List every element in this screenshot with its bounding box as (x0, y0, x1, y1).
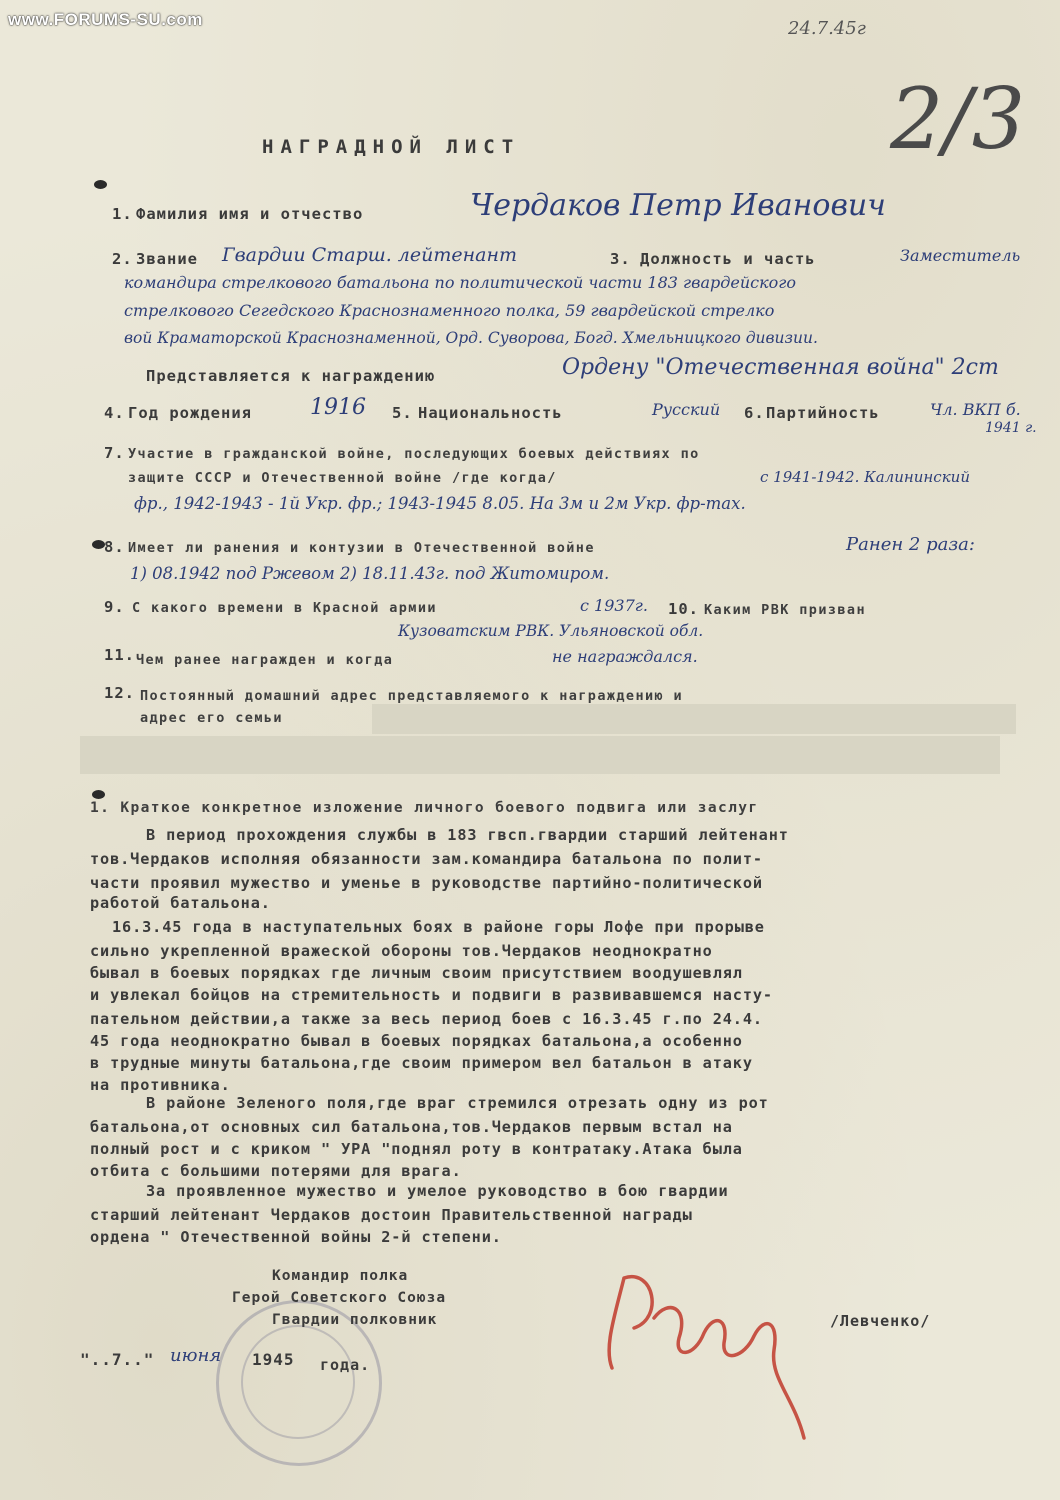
field-12-num: 12. (104, 684, 135, 702)
narrative-line: и увлекал бойцов на стремительность и подвиги в развивавшемся насту- (90, 986, 773, 1004)
corner-date: 24.7.45г (788, 18, 866, 39)
field-8-value: Ранен 2 раза: (846, 534, 975, 555)
corner-number: 2/3 (890, 70, 1026, 168)
field-8-label: Имеет ли ранения и контузии в Отечественной войне (128, 540, 595, 556)
signer-title: Командир полка (272, 1268, 409, 1284)
signer-title: Герой Советского Союза (232, 1290, 447, 1306)
field-6-value: Чл. ВКП б. (930, 400, 1021, 419)
field-3-num: 3. (610, 250, 631, 268)
field-3-label: Должность и часть (640, 250, 816, 268)
narrative-line: полный рост и с криком " УРА "поднял роту в контратаку.Атака была (90, 1140, 743, 1158)
field-11-label: Чем ранее награжден и когда (136, 652, 394, 668)
field-2-value: Гвардии Старш. лейтенант (222, 244, 518, 266)
field-7-value: с 1941-1942. Калининский (760, 468, 970, 486)
field-9-num: 9. (104, 598, 125, 616)
field-10-value: Кузоватским РВК. Ульяновской обл. (398, 622, 704, 640)
punch-hole (92, 790, 105, 799)
narrative-line: старший лейтенант Чердаков достоин Правительственной награды (90, 1206, 693, 1224)
signer-name: /Левченко/ (830, 1312, 931, 1330)
presented-value: Ордену "Отечественная война" 2ст (562, 355, 999, 380)
narrative-line: в трудные минуты батальона,где своим примером вел батальон в атаку (90, 1054, 753, 1072)
field-3-value-line: командира стрелкового батальона по политической части 183 гвардейского (124, 273, 797, 292)
field-10-label: Каким РВК призван (704, 602, 866, 618)
narrative-line: ордена " Отечественной войны 2-й степени. (90, 1228, 502, 1246)
narrative-line: сильно укрепленной вражеской обороны тов.Чердаков неоднократно (90, 942, 713, 960)
page-title: НАГРАДНОЙ ЛИСТ (262, 136, 521, 158)
narrative-line: В районе Зеленого поля,где враг стремился отрезать одну из рот (146, 1094, 769, 1112)
field-6-label: Партийность (766, 404, 880, 422)
field-4-num: 4. (104, 404, 125, 422)
field-11-value: не награждался. (552, 647, 698, 666)
handwritten-signature (594, 1258, 844, 1458)
field-11-num: 11. (104, 646, 135, 664)
date-day: "..7.." (80, 1350, 155, 1369)
field-6-value-year: 1941 г. (985, 420, 1037, 436)
field-9-value: с 1937г. (580, 596, 648, 615)
narrative-line: 45 года неоднократно бывал в боевых порядках батальона,а особенно (90, 1032, 743, 1050)
field-5-label: Национальность (418, 404, 563, 422)
field-7-label: Участие в гражданской войне, последующих боевых действиях по (128, 446, 700, 462)
field-3-value-line: стрелкового Сегедского Краснознаменного полка, 59 гвардейской стрелко (124, 301, 775, 320)
narrative-line: 16.3.45 года в наступательных боях в районе горы Лофе при прорыве (112, 918, 765, 936)
field-1-label: Фамилия имя и отчество (136, 205, 364, 223)
narrative-line: тов.Чердаков исполняя обязанности зам.командира батальона по полит- (90, 850, 763, 868)
field-6-num: 6. (744, 404, 765, 422)
redaction-bar (80, 736, 1000, 774)
field-4-value: 1916 (310, 395, 366, 420)
date-year: 1945 (252, 1350, 295, 1369)
stamp-inner-ring (241, 1325, 355, 1439)
narrative-line: За проявленное мужество и умелое руководство в бою гвардии (146, 1182, 729, 1200)
field-5-num: 5. (392, 404, 413, 422)
narrative-line: пательном действии,а также за весь период боев с 16.3.45 г.по 24.4. (90, 1010, 763, 1028)
field-4-label: Год рождения (128, 404, 252, 422)
redaction-bar (372, 704, 1016, 734)
narrative-heading: 1. Краткое конкретное изложение личного боевого подвига или заслуг (90, 800, 759, 816)
date-month: июня (170, 1345, 222, 1366)
narrative-line: бывал в боевых порядках где личным своим присутствием воодушевлял (90, 964, 743, 982)
field-7-value-line: фр., 1942-1943 - 1й Укр. фр.; 1943-1945 8.05. На 3м и 2м Укр. фр-тах. (134, 494, 746, 513)
narrative-line: батальона,от основных сил батальона,тов.Чердаков первым встал на (90, 1118, 733, 1136)
field-8-value-line: 1) 08.1942 под Ржевом 2) 18.11.43г. под Житомиром. (130, 564, 610, 583)
site-watermark: www.FORUMS-SU.com (8, 10, 203, 29)
narrative-line: на противника. (90, 1076, 231, 1094)
field-5-value: Русский (652, 400, 721, 419)
field-7-label: защите СССР и Отечественной войне /где когда/ (128, 470, 557, 486)
signer-title: Гвардии полковник (272, 1312, 438, 1328)
narrative-line: части проявил мужество и уменье в руководстве партийно-политической (90, 874, 763, 892)
date-suffix: года. (320, 1356, 371, 1374)
field-12-label: адрес его семьи (140, 710, 283, 726)
field-1-value: Чердаков Петр Иванович (470, 188, 886, 223)
narrative-line: работой батальона. (90, 894, 271, 912)
field-9-label: С какого времени в Красной армии (132, 600, 437, 616)
field-8-num: 8. (104, 538, 125, 556)
field-1-num: 1. (112, 205, 133, 223)
field-12-label: Постоянный домашний адрес представляемого к награждению и (140, 688, 684, 704)
field-2-num: 2. (112, 250, 133, 268)
punch-hole (94, 180, 107, 189)
field-10-num: 10. (668, 600, 699, 618)
narrative-line: отбита с большими потерями для врага. (90, 1162, 462, 1180)
narrative-line: В период прохождения службы в 183 гвсп.гвардии старший лейтенант (146, 826, 789, 844)
presented-label: Представляется к награждению (146, 367, 436, 385)
field-3-value: Заместитель (900, 246, 1021, 265)
field-3-value-line: вой Краматорской Краснознаменной, Орд. Суворова, Богд. Хмельницкого дивизии. (124, 329, 818, 347)
field-7-num: 7. (104, 444, 125, 462)
field-2-label: Звание (136, 250, 198, 268)
